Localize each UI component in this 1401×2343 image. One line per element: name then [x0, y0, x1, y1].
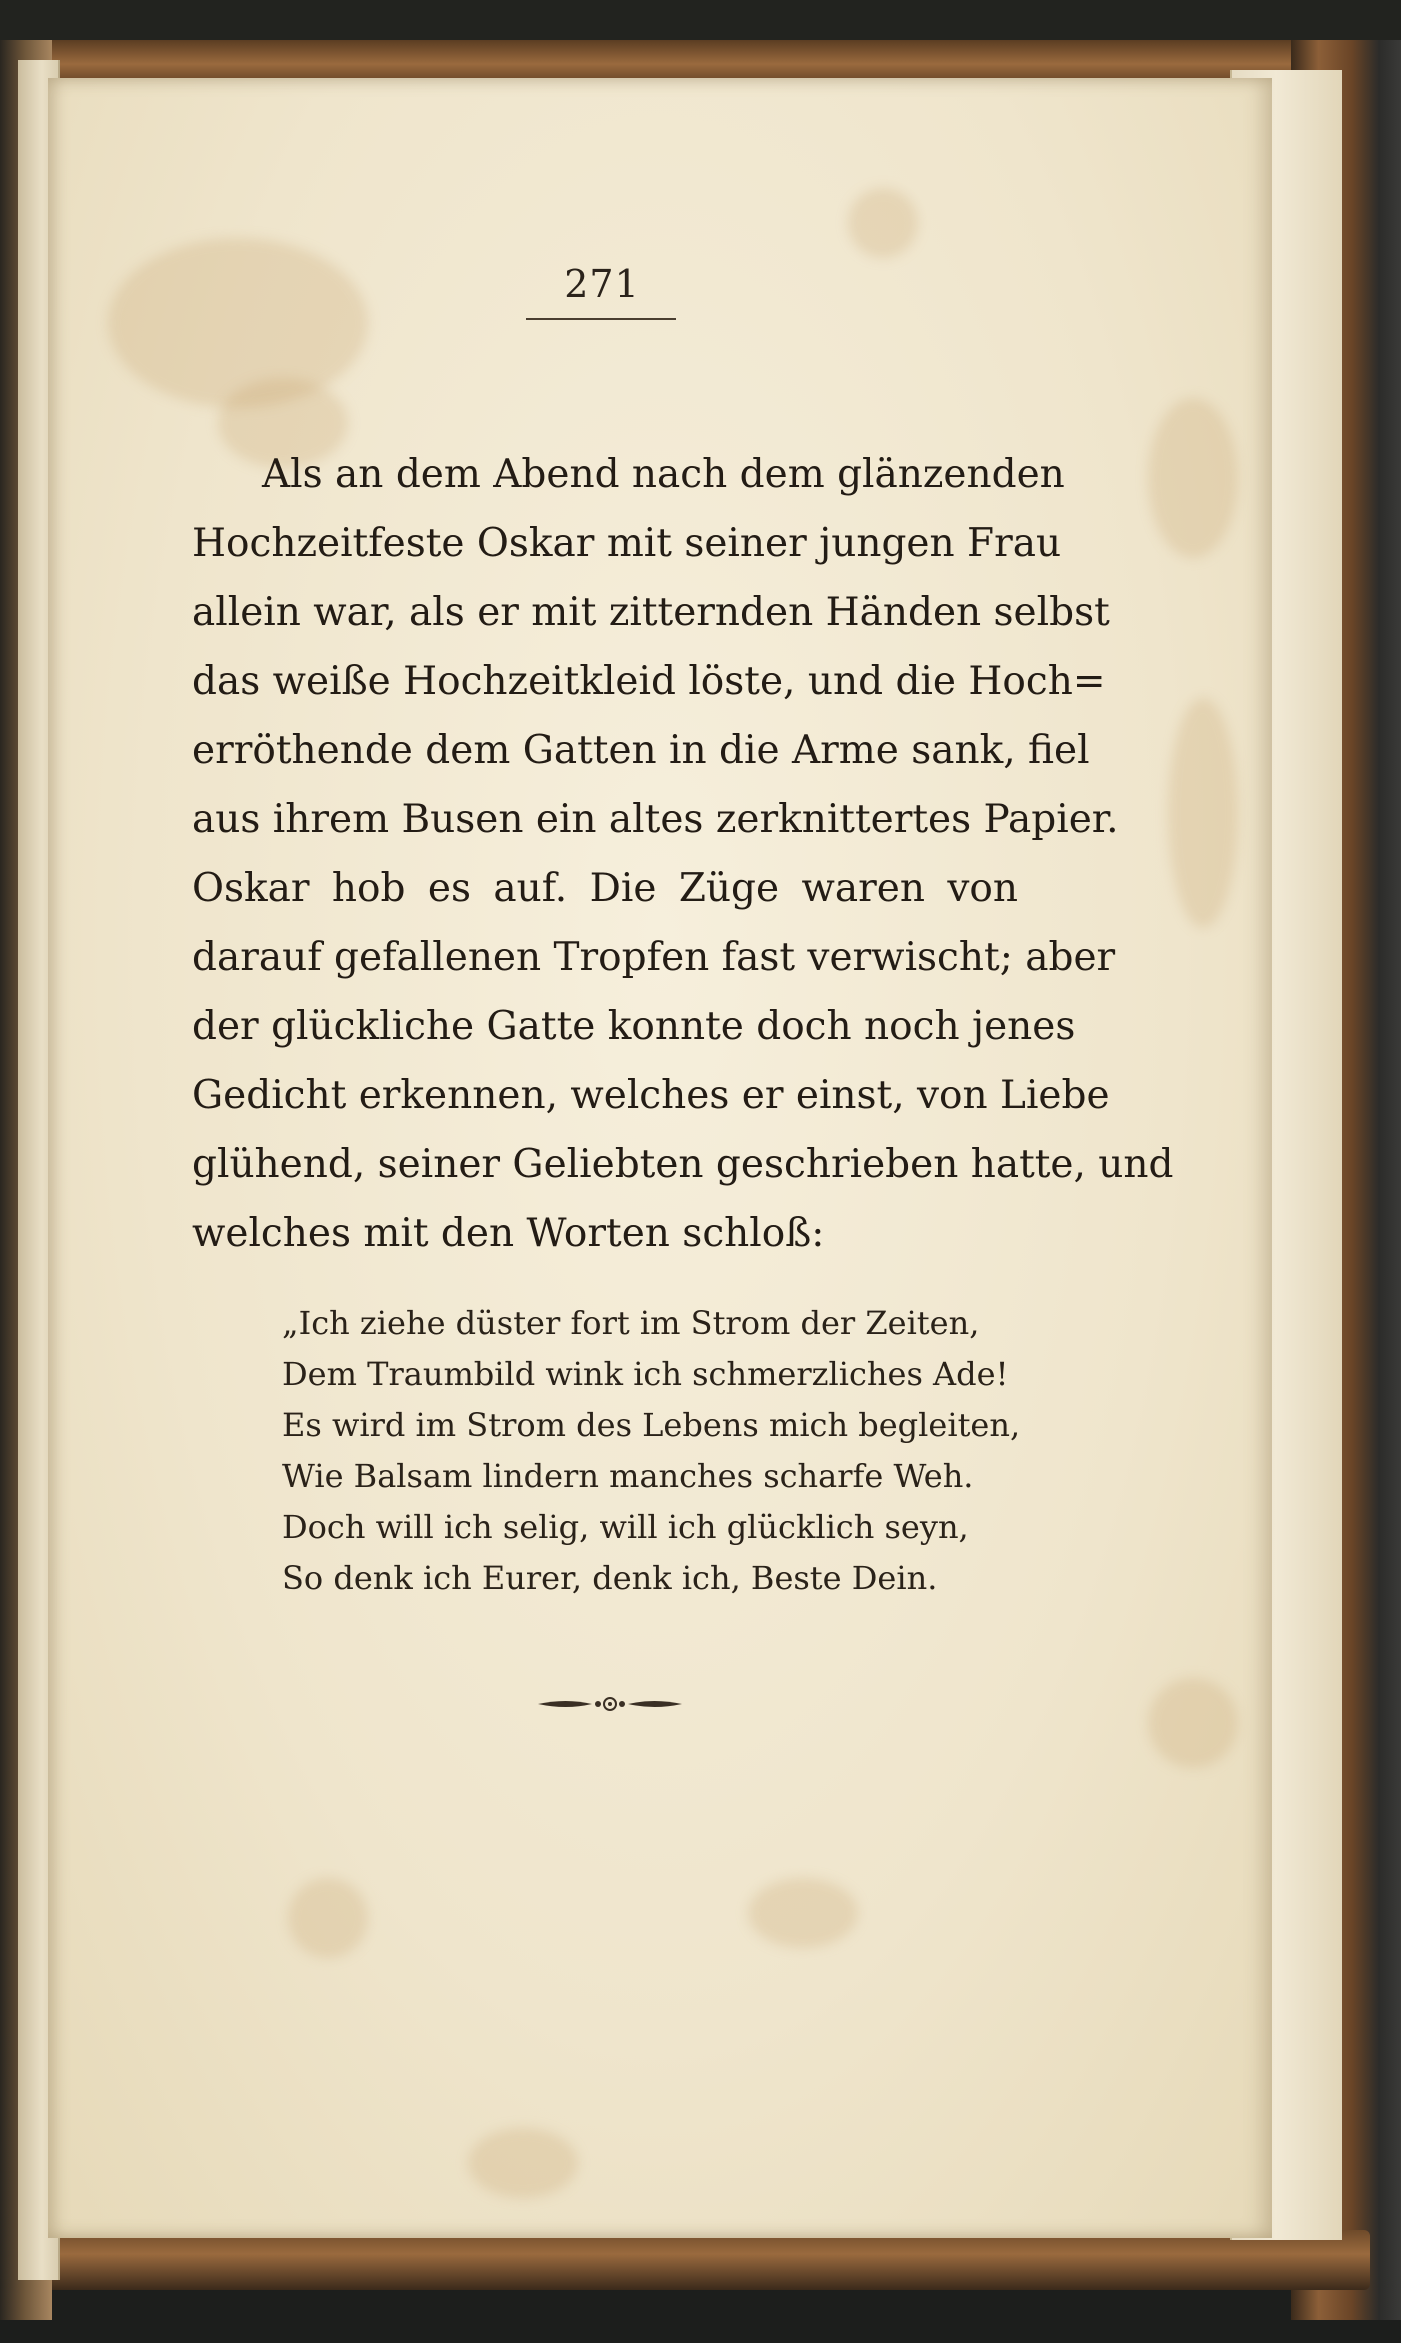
- scroll-ornament-icon: [536, 1692, 684, 1716]
- paragraph-line: allein war, als er mit zitternden Händen selbst: [192, 590, 1110, 635]
- paragraph-line: aus ihrem Busen ein altes zerknittertes Papier.: [192, 797, 1119, 842]
- verse-line: Es wird im Strom des Lebens mich begleiten,: [282, 1406, 1021, 1444]
- paragraph-line: Als an dem Abend nach dem glänzenden: [262, 452, 1065, 497]
- paragraph-line: erröthende dem Gatten in die Arme sank, fiel: [192, 728, 1090, 773]
- verse-line: Doch will ich selig, will ich glücklich seyn,: [282, 1508, 969, 1546]
- paragraph: [192, 440, 1174, 1268]
- paper-stain: [108, 238, 368, 408]
- paragraph-line: Oskar hob es auf. Die Züge waren von: [192, 866, 1018, 911]
- paper-stain: [1148, 1678, 1238, 1768]
- verse-block: [282, 1298, 1021, 1604]
- page-number: 271: [564, 262, 640, 306]
- verse-line: Dem Traumbild wink ich schmerzliches Ade!: [282, 1355, 1009, 1393]
- paragraph-line: welches mit den Worten schloß:: [192, 1211, 825, 1256]
- paragraph-line: der glückliche Gatte konnte doch noch jenes: [192, 1004, 1076, 1049]
- paragraph-line: glühend, seiner Geliebten geschrieben hatte, und: [192, 1142, 1174, 1187]
- paper-stain: [748, 1878, 858, 1948]
- verse-line: So denk ich Eurer, denk ich, Beste Dein.: [282, 1559, 938, 1597]
- paragraph-line: Hochzeitfeste Oskar mit seiner jungen Frau: [192, 521, 1062, 566]
- page-number-rule: [526, 318, 676, 320]
- verse-line: „Ich ziehe düster fort im Strom der Zeiten,: [282, 1304, 980, 1342]
- paragraph-line: Gedicht erkennen, welches er einst, von Liebe: [192, 1073, 1110, 1118]
- verse-line: Wie Balsam lindern manches scharfe Weh.: [282, 1457, 974, 1495]
- paragraph-line: darauf gefallenen Tropfen fast verwischt; aber: [192, 935, 1116, 980]
- paper-stain: [1168, 698, 1238, 928]
- paper-stain: [848, 188, 918, 258]
- paper-stain: [288, 1878, 368, 1958]
- leather-binding-top: [30, 40, 1370, 80]
- leather-binding-bottom: [30, 2230, 1370, 2290]
- paragraph-line: das weiße Hochzeitkleid löste, und die Hoch=: [192, 659, 1106, 704]
- paper-stain: [1148, 398, 1238, 558]
- paper-stain: [468, 2128, 578, 2198]
